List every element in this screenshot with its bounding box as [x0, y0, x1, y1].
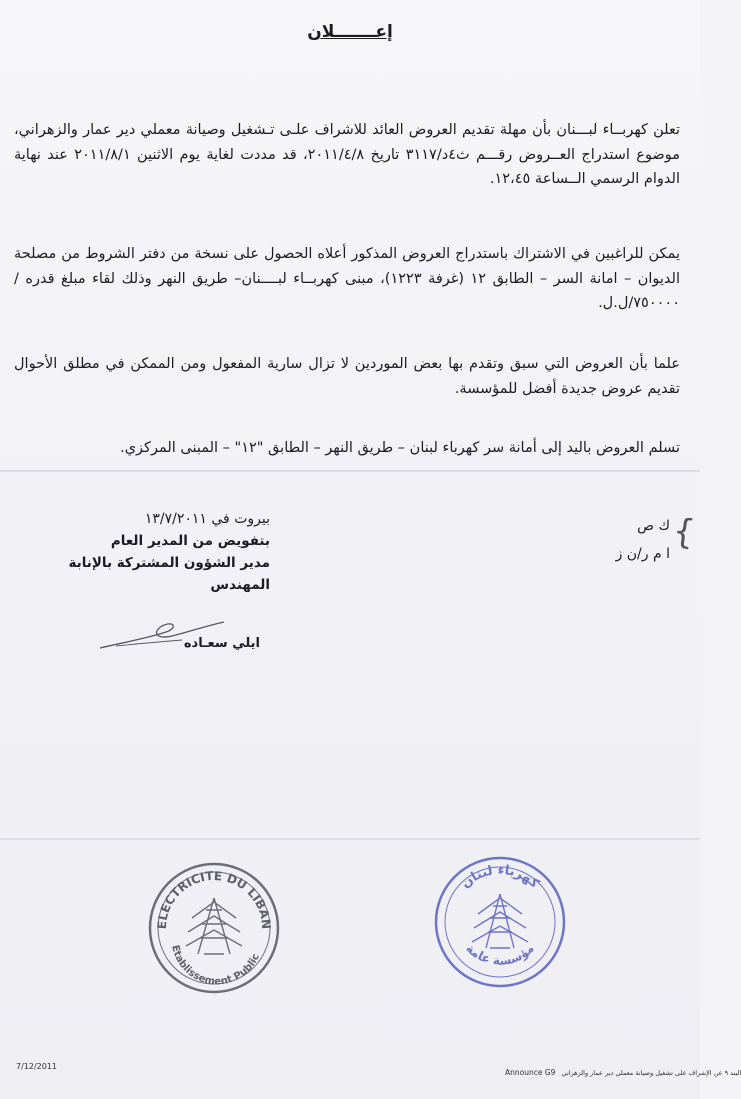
svg-text:مؤسسة عامة — [463, 941, 536, 968]
title-text: إعـــــــلان — [307, 22, 393, 42]
document-title — [0, 22, 700, 42]
footer-doc-code: Announce G9 — [505, 1068, 556, 1077]
signatory-name: ايلي سعـاده — [183, 636, 260, 651]
signature-date: بيروت في ١٣/٧/٢٠١١ — [144, 511, 270, 527]
paragraph-deadline: تعلن كهربــاء لبـــنان بأن مهلة تقديم العروض العائد للاشراف علـى تـشغيل وصيانة معملي دير عمار والزهراني، موضوع استدراج العــروض رقـــم ث٤د/٣١١٧ تاريخ ٢٠١١/٤/٨، قد مددت لغاية يوم الاثنين ٢٠١١/٨/١ عند نهاية الدوام الرسمي الــساعة ١٢،٤٥. — [14, 122, 680, 187]
stamp-right-top-text: كهرباء لبنان — [458, 862, 542, 892]
footer-small-text: البند ٩ عن الإشراف على تشغيل وصيانة معملي دير عمار والزهراني — [561, 1069, 741, 1077]
paragraph-offers-valid: علما بأن العروض التي سبق وتقدم بها بعض الموردين لا تزال سارية المفعول ومن الممكن في مطلق الأحوال تقديم عروض جديدة أفضل للمؤسسة. — [14, 356, 680, 397]
handwritten-bracket: { — [670, 510, 698, 554]
footer-reference — [505, 1068, 741, 1077]
stamp-edl-latin — [144, 858, 284, 998]
stamp-edl-arabic — [430, 852, 570, 992]
initials-line-1: ك ص — [637, 518, 670, 534]
signature-line-1: بتفويض من المدير العام — [110, 533, 270, 549]
pylon-cedar-icon — [186, 898, 242, 954]
paragraph-conditions: يمكن للراغبين في الاشتراك باستدراج العروض المذكور أعلاه الحصول على نسخة من دفتر الشروط من مصلحة الديوان – امانة السر – الطابق ١٢ (غرفة ١٢٢٣)، مبنى كهربــاء لبــــنان– طريق النهر وذلك لقاء مبلغ قدره /٧٥٠٠٠٠/ل.ل. — [14, 246, 680, 311]
stamp-left-bottom-text: Etablissement Public — [169, 944, 262, 988]
pylon-cedar-icon — [472, 894, 528, 948]
paper-fold — [0, 838, 700, 840]
reference-initials — [570, 512, 670, 568]
footer-date: 7/12/2011 — [16, 1062, 58, 1071]
paragraph-delivery: تسلم العروض باليد إلى أمانة سر كهرباء لبنان – طريق النهر – الطابق "١٢" – المبنى المركزي. — [120, 440, 680, 456]
stamp-right-bottom-text: مؤسسة عامة — [463, 941, 537, 968]
paper-fold — [0, 470, 700, 472]
stamp-left-top-text: ELECTRICITE DU LIBAN — [154, 868, 274, 930]
initials-line-2: ا م ر/ن ز — [615, 546, 670, 562]
signature-line-3: المهندس — [210, 577, 270, 593]
signature-block — [30, 508, 270, 596]
signature-line-2: مدير الشؤون المشتركة بالإنابة — [68, 555, 270, 571]
svg-text:كهرباء لبنان — [458, 863, 542, 892]
